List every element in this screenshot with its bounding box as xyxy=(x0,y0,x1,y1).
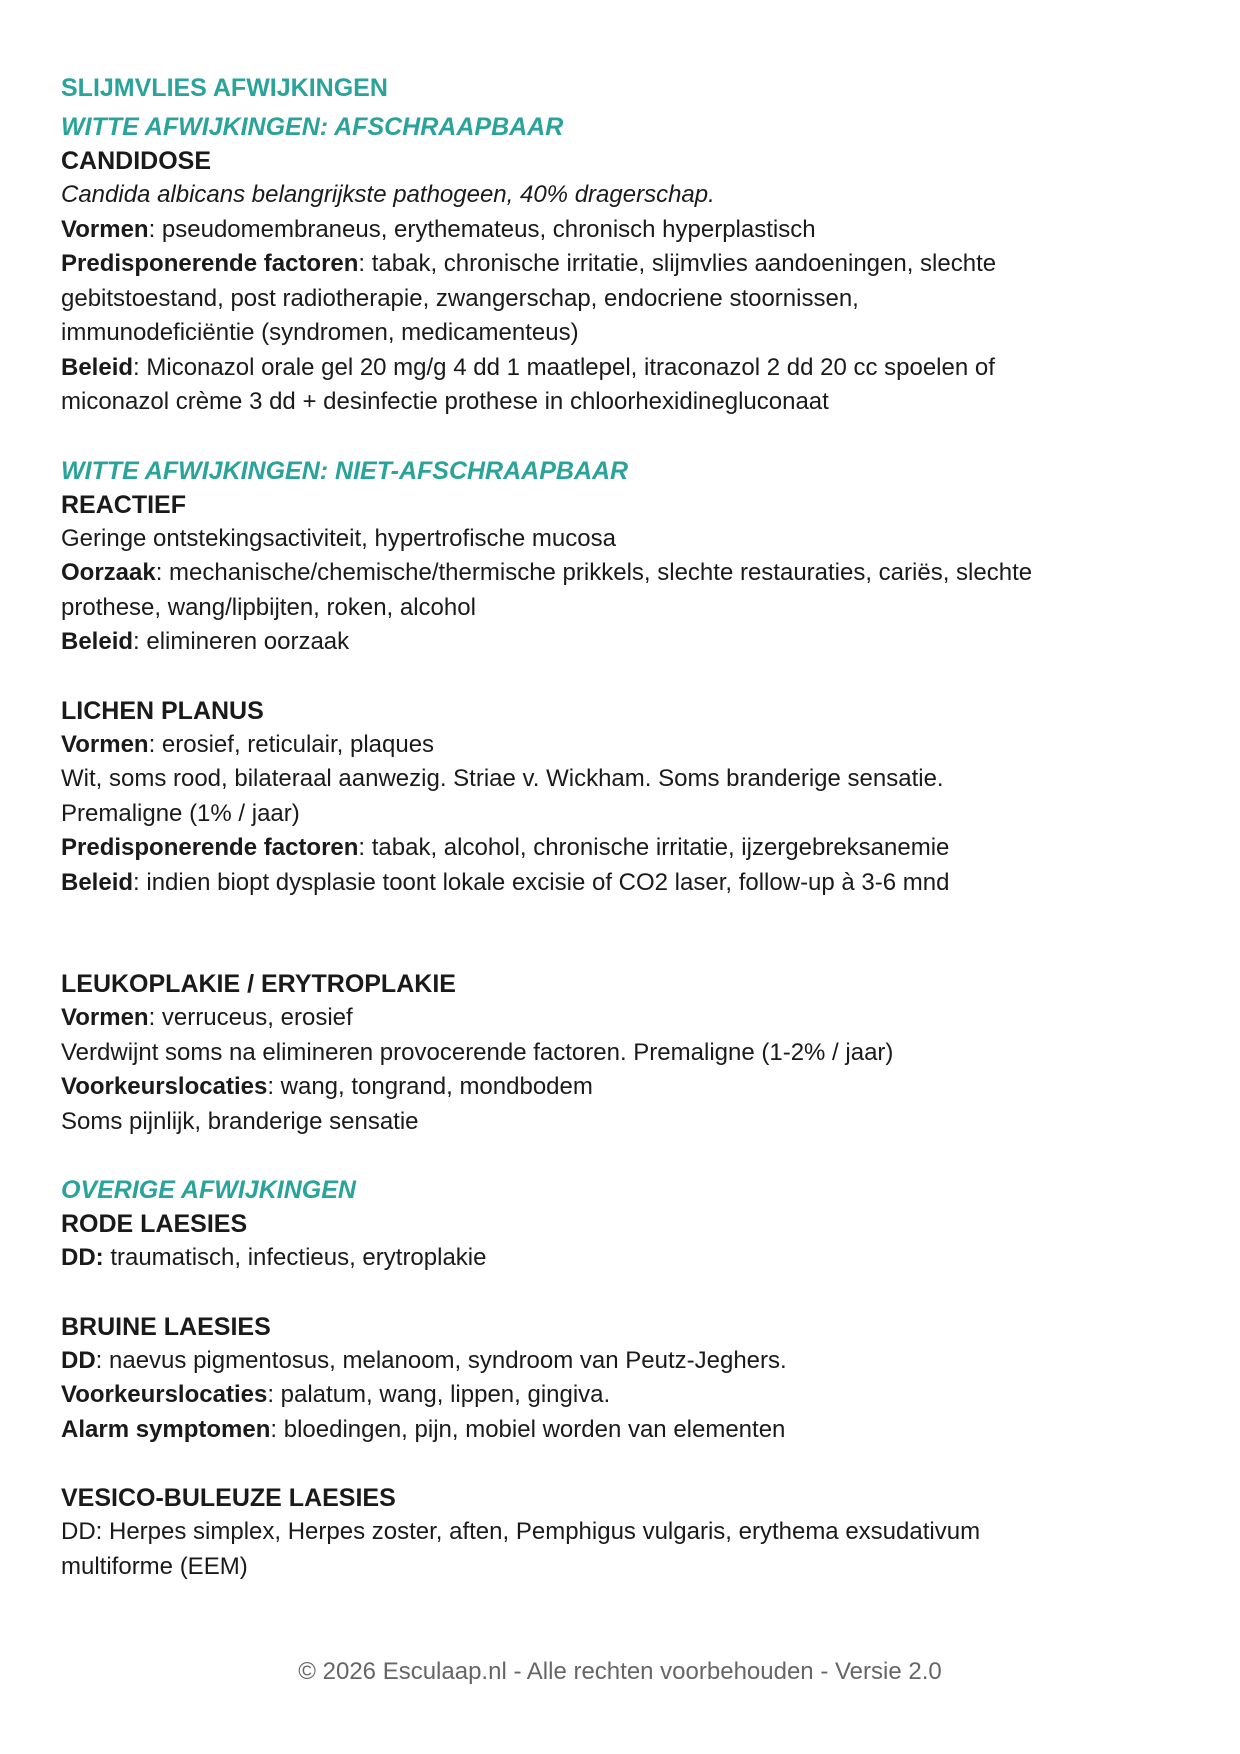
vormen-text: : pseudomembraneus, erythemateus, chronisch hyperplastisch xyxy=(148,215,816,243)
vesico-dd-line2: multiforme (EEM) xyxy=(61,1552,248,1580)
section-heading-witte-niet-afschraapbaar: WITTE AFWIJKINGEN: NIET-AFSCHRAAPBAAR xyxy=(61,456,629,485)
section-heading-witte-afschraapbaar: WITTE AFWIJKINGEN: AFSCHRAAPBAAR xyxy=(61,113,564,141)
lichen-vormen xyxy=(61,728,1181,763)
beleid-label: Beleid xyxy=(61,868,134,896)
spacer xyxy=(61,1139,1181,1173)
bruine-alarm xyxy=(61,1413,1181,1448)
reactief-heading: REACTIEF xyxy=(61,490,186,519)
vesico-heading: VESICO-BULEUZE LAESIES xyxy=(61,1484,396,1512)
lichen-beleid xyxy=(61,866,1181,901)
document-body xyxy=(61,70,1181,1584)
alarm-label: Alarm symptomen xyxy=(61,1415,271,1443)
candidose-predisp-line2: gebitstoestand, post radiotherapie, zwangerschap, endocriene stoornissen, xyxy=(61,284,859,312)
bruine-dd xyxy=(61,1344,1181,1379)
bruine-locaties xyxy=(61,1378,1181,1413)
beleid-text: : indien biopt dysplasie toont lokale excisie of CO2 laser, follow-up à 3-6 mnd xyxy=(133,868,950,896)
spacer xyxy=(61,1276,1181,1310)
predisp-text: : tabak, alcohol, chronische irritatie, ijzergebreksanemie xyxy=(358,834,950,861)
beleid-label: Beleid xyxy=(61,628,134,655)
beleid-text: : elimineren oorzaak xyxy=(133,628,350,655)
page-title: SLIJMVLIES AFWIJKINGEN xyxy=(61,74,388,102)
candidose-beleid xyxy=(61,351,1181,386)
vesico-dd-line1: DD: Herpes simplex, Herpes zoster, aften, Pemphigus vulgaris, erythema exsudativum xyxy=(61,1518,981,1545)
lichen-predisp xyxy=(61,831,1181,866)
leukoplakie-vormen xyxy=(61,1001,1181,1036)
locaties-label: Voorkeurslocaties xyxy=(61,1073,268,1100)
alarm-text: : bloedingen, pijn, mobiel worden van elementen xyxy=(270,1415,786,1443)
reactief-oorzaak-line2: prothese, wang/lipbijten, roken, alcohol xyxy=(61,593,476,621)
footer-copyright: © 2026 Esculaap.nl - Alle rechten voorbehouden - Versie 2.0 xyxy=(298,1658,942,1685)
rode-dd xyxy=(61,1241,1181,1276)
dd-text: : naevus pigmentosus, melanoom, syndroom van Peutz-Jeghers. xyxy=(95,1346,787,1374)
vormen-label: Vormen xyxy=(61,730,149,758)
locaties-text: : palatum, wang, lippen, gingiva. xyxy=(267,1381,611,1408)
vormen-text: : verruceus, erosief xyxy=(148,1004,353,1031)
reactief-intro: Geringe ontstekingsactiviteit, hypertrofische mucosa xyxy=(61,524,616,552)
candidose-heading: CANDIDOSE xyxy=(61,147,212,175)
vormen-text: : erosief, reticulair, plaques xyxy=(148,730,435,758)
lichen-desc2: Premaligne (1% / jaar) xyxy=(61,799,300,827)
leukoplakie-heading: LEUKOPLAKIE / ERYTROPLAKIE xyxy=(61,970,456,998)
reactief-oorzaak xyxy=(61,556,1181,591)
bruine-heading: BRUINE LAESIES xyxy=(61,1312,271,1341)
dd-text: traumatisch, infectieus, erytroplakie xyxy=(103,1244,487,1271)
candidose-beleid-line2: miconazol crème 3 dd + desinfectie prothese in chloorhexidinegluconaat xyxy=(61,388,829,415)
vormen-label: Vormen xyxy=(61,215,149,243)
leukoplakie-desc2: Soms pijnlijk, branderige sensatie xyxy=(61,1107,419,1135)
dd-label: DD xyxy=(61,1346,96,1374)
candidose-vormen xyxy=(61,213,1181,248)
leukoplakie-locaties xyxy=(61,1070,1181,1105)
beleid-text: : Miconazol orale gel 20 mg/g 4 dd 1 maatlepel, itraconazol 2 dd 20 cc spoelen of xyxy=(133,353,995,381)
candidose-intro: Candida albicans belangrijkste pathogeen, 40% dragerschap. xyxy=(61,181,715,208)
section-heading-overige: OVERIGE AFWIJKINGEN xyxy=(61,1176,356,1204)
beleid-label: Beleid xyxy=(61,353,134,381)
rode-heading: RODE LAESIES xyxy=(61,1210,248,1238)
spacer xyxy=(61,900,1181,967)
oorzaak-label: Oorzaak xyxy=(61,559,156,586)
predisp-label: Predisponerende factoren xyxy=(61,250,359,277)
locaties-label: Voorkeurslocaties xyxy=(61,1381,268,1408)
reactief-beleid xyxy=(61,625,1181,660)
locaties-text: : wang, tongrand, mondbodem xyxy=(267,1073,593,1100)
spacer xyxy=(61,660,1181,694)
predisp-text: : tabak, chronische irritatie, slijmvlies aandoeningen, slechte xyxy=(358,250,997,277)
lichen-heading: LICHEN PLANUS xyxy=(61,696,264,725)
spacer xyxy=(61,1447,1181,1481)
candidose-predisp xyxy=(61,247,1181,282)
oorzaak-text: : mechanische/chemische/thermische prikkels, slechte restauraties, cariës, slechte xyxy=(155,559,1033,586)
spacer xyxy=(61,420,1181,454)
leukoplakie-desc1: Verdwijnt soms na elimineren provocerende factoren. Premaligne (1-2% / jaar) xyxy=(61,1038,894,1066)
dd-label: DD: xyxy=(61,1244,104,1271)
vormen-label: Vormen xyxy=(61,1004,149,1031)
lichen-desc1: Wit, soms rood, bilateraal aanwezig. Striae v. Wickham. Soms branderige sensatie. xyxy=(61,765,944,792)
candidose-predisp-line3: immunodeficiëntie (syndromen, medicamenteus) xyxy=(61,319,579,346)
predisp-label: Predisponerende factoren xyxy=(61,834,359,861)
